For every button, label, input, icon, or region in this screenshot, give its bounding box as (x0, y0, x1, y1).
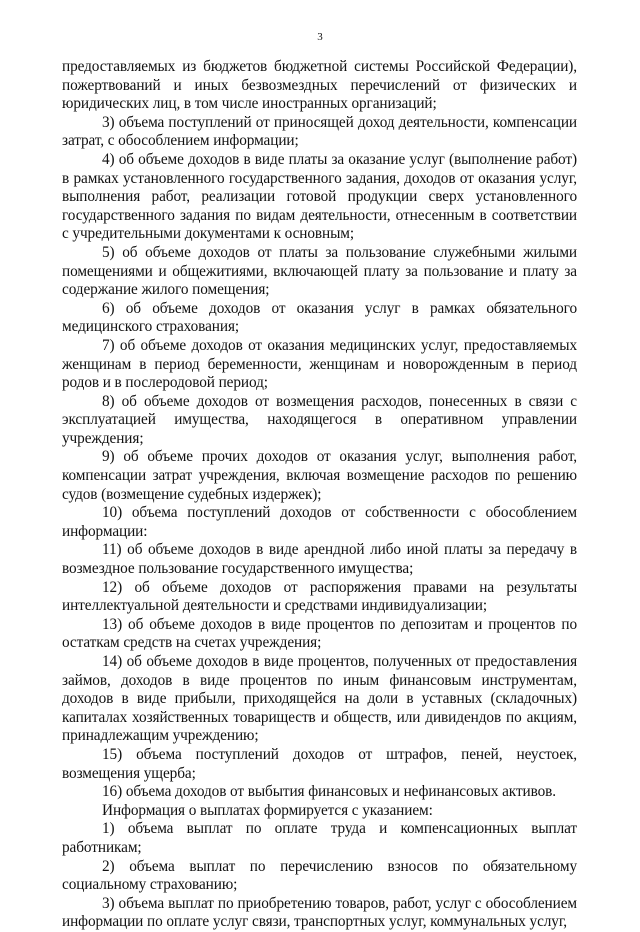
paragraph: Информация о выплатах формируется с указанием: (102, 801, 433, 819)
paragraph: 16) объема доходов от выбытия финансовых и нефинансовых активов. (102, 783, 557, 801)
paragraph: 6) об объеме доходов от оказания услуг в рамках обязательного медицинского страхования; (62, 299, 577, 336)
document-body (62, 58, 577, 932)
paragraph: 10) объема поступлений доходов от собственности с обособлением информации: (62, 504, 577, 540)
paragraph: 3) объема поступлений от приносящей доход деятельности, компенсации затрат, с обособлением информации; (62, 113, 577, 150)
paragraph: 14) об объеме доходов в виде процентов, полученных от предоставления займов, доходов в виде процентов по иным финансовым инструментам, доходов в виде прибыли, приходящейся на доли в уставных (складочных) капиталах хозяйственных товариществ и обществ, или дивидендов по акциям, принадлежащим учреждению; (62, 653, 577, 745)
paragraph: 15) объема поступлений доходов от штрафов, пеней, неустоек, возмещения ущерба; (62, 745, 577, 782)
paragraph: 13) об объеме доходов в виде процентов по депозитам и процентов по остаткам средств на счетах учреждения; (62, 615, 577, 652)
paragraph: 4) об объеме доходов в виде платы за оказание услуг (выполнение работ) в рамках установленного государственного задания, доходов от оказания услуг, выполнения работ, реализации готовой продукции сверх установленного государственного задания по видам деятельности, отнесенным в соответствии с учредительными документами к основным; (62, 150, 577, 243)
paragraph: 3) объема выплат по приобретению товаров, работ, услуг с обособлением информации по оплате услуг связи, транспортных услуг, коммунальных услуг, (62, 894, 577, 931)
paragraph: 11) об объеме доходов в виде арендной либо иной платы за передачу в возмездное пользование государственного имущества; (62, 541, 577, 578)
paragraph: 8) об объеме доходов от возмещения расходов, понесенных в связи с эксплуатацией имущества, находящегося в оперативном управлении учреждения; (62, 392, 577, 447)
paragraph: 12) об объеме доходов от распоряжения правами на результаты интеллектуальной деятельности и средствами индивидуализации; (62, 578, 577, 615)
paragraph: 9) об объеме прочих доходов от оказания услуг, выполнения работ, компенсации затрат учреждения, включая возмещение расходов по решению судов (возмещение судебных издержек); (62, 448, 577, 503)
paragraph: 1) объема выплат по оплате труда и компенсационных выплат работникам; (62, 820, 577, 856)
paragraph: 2) объема выплат по перечислению взносов по обязательному социальному страхованию; (62, 857, 577, 894)
paragraph: предоставляемых из бюджетов бюджетной системы Российской Федерации), пожертвований и иных безвозмездных перечислений от физических и юридических лиц, в том числе иностранных организаций; (62, 58, 577, 113)
paragraph: 7) об объеме доходов от оказания медицинских услуг, предоставляемых женщинам в период беременности, женщинам и новорожденным в период родов и в послеродовой период; (62, 336, 577, 392)
page-number: 3 (317, 31, 323, 43)
paragraph: 5) об объеме доходов от платы за пользование служебными жилыми помещениями и общежитиями, включающей плату за пользование и плату за содержание жилого помещения; (62, 243, 577, 299)
